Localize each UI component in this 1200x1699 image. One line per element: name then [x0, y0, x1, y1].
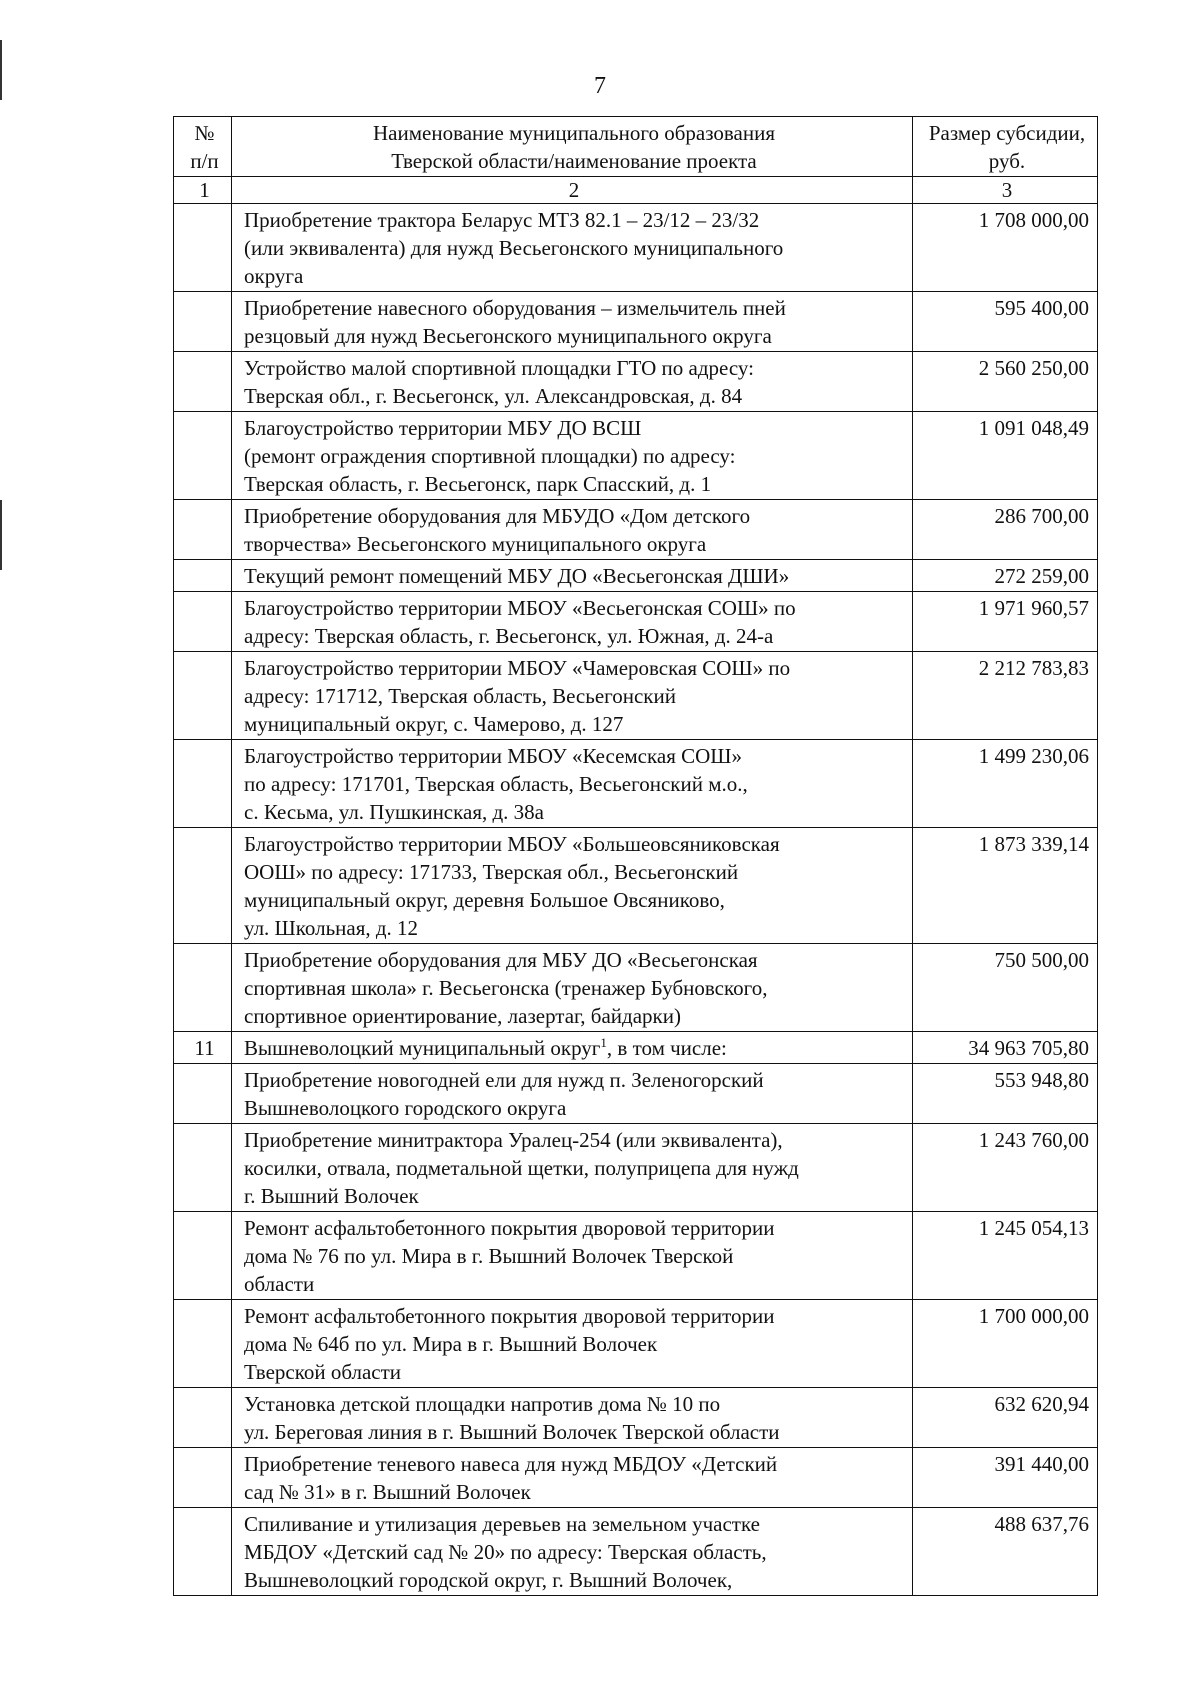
table-row — [174, 592, 1098, 652]
row-amount: 1 499 230,06 — [913, 740, 1098, 828]
row-amount: 2 212 783,83 — [913, 652, 1098, 740]
row-number — [174, 352, 232, 412]
row-number — [174, 500, 232, 560]
row-number — [174, 204, 232, 292]
row-name: Приобретение навесного оборудования – измельчитель пней резцовый для нужд Весьегонского муниципального округа — [232, 292, 913, 352]
row-number — [174, 1064, 232, 1124]
table-row — [174, 1064, 1098, 1124]
row-name: Ремонт асфальтобетонного покрытия дворовой территории дома № 76 по ул. Мира в г. Вышний Волочек Тверской области — [232, 1212, 913, 1300]
row-amount: 632 620,94 — [913, 1388, 1098, 1448]
row-number — [174, 1508, 232, 1596]
row-name: Приобретение оборудования для МБУДО «Дом детского творчества» Весьегонского муниципального округа — [232, 500, 913, 560]
row-name: Ремонт асфальтобетонного покрытия дворовой территории дома № 64б по ул. Мира в г. Вышний Волочек Тверской области — [232, 1300, 913, 1388]
row-number — [174, 292, 232, 352]
table-row — [174, 204, 1098, 292]
table-row — [174, 944, 1098, 1032]
row-name: Устройство малой спортивной площадки ГТО по адресу: Тверская обл., г. Весьегонск, ул. Александровская, д. 84 — [232, 352, 913, 412]
row-amount: 595 400,00 — [913, 292, 1098, 352]
column-index: 1 — [174, 177, 232, 204]
row-name-suffix: , в том числе: — [606, 1036, 727, 1060]
row-name: Приобретение новогодней ели для нужд п. Зеленогорский Вышневолоцкого городского округа — [232, 1064, 913, 1124]
row-number — [174, 560, 232, 592]
row-name: Приобретение минитрактора Уралец-254 (или эквивалента), косилки, отвала, подметальной щетки, полуприцепа для нужд г. Вышний Волочек — [232, 1124, 913, 1212]
row-amount: 1 700 000,00 — [913, 1300, 1098, 1388]
row-amount: 34 963 705,80 — [913, 1032, 1098, 1064]
table-row — [174, 1388, 1098, 1448]
row-name — [232, 1032, 913, 1064]
row-amount: 1 091 048,49 — [913, 412, 1098, 500]
table-row — [174, 292, 1098, 352]
row-amount: 553 948,80 — [913, 1064, 1098, 1124]
table-row — [174, 352, 1098, 412]
table-row — [174, 500, 1098, 560]
row-amount: 391 440,00 — [913, 1448, 1098, 1508]
row-number — [174, 740, 232, 828]
table-row — [174, 1124, 1098, 1212]
header-number: № п/п — [174, 117, 232, 177]
row-amount: 286 700,00 — [913, 500, 1098, 560]
row-number — [174, 1388, 232, 1448]
table-row — [174, 652, 1098, 740]
row-name: Благоустройство территории МБУ ДО ВСШ (ремонт ограждения спортивной площадки) по адресу: Тверская область, г. Весьегонск, парк Спасский, д. 1 — [232, 412, 913, 500]
column-index: 2 — [232, 177, 913, 204]
row-number — [174, 1300, 232, 1388]
column-index-row — [174, 177, 1098, 204]
page-number: 7 — [594, 73, 606, 99]
row-number — [174, 412, 232, 500]
row-number: 11 — [174, 1032, 232, 1064]
row-amount: 272 259,00 — [913, 560, 1098, 592]
row-name: Благоустройство территории МБОУ «Большеовсяниковская ООШ» по адресу: 171733, Тверская обл., Весьегонский муниципальный округ, деревня Большое Овсяниково, ул. Школьная, д. 12 — [232, 828, 913, 944]
row-amount: 488 637,76 — [913, 1508, 1098, 1596]
row-amount: 750 500,00 — [913, 944, 1098, 1032]
row-number — [174, 592, 232, 652]
row-number — [174, 1448, 232, 1508]
row-number — [174, 1124, 232, 1212]
row-number — [174, 828, 232, 944]
subsidy-table — [173, 116, 1098, 1596]
row-name: Приобретение трактора Беларус МТЗ 82.1 – 23/12 – 23/32 (или эквивалента) для нужд Весьегонского муниципального округа — [232, 204, 913, 292]
row-name-text: Вышневолоцкий муниципальный округ — [244, 1036, 601, 1060]
row-amount: 1 873 339,14 — [913, 828, 1098, 944]
row-amount: 2 560 250,00 — [913, 352, 1098, 412]
row-name: Текущий ремонт помещений МБУ ДО «Весьегонская ДШИ» — [232, 560, 913, 592]
table-row — [174, 1448, 1098, 1508]
header-amount: Размер субсидии, руб. — [913, 117, 1098, 177]
table-header-row — [174, 117, 1098, 177]
row-amount: 1 243 760,00 — [913, 1124, 1098, 1212]
row-number — [174, 652, 232, 740]
row-name: Благоустройство территории МБОУ «Чамеровская СОШ» по адресу: 171712, Тверская область, Весьегонский муниципальный округ, с. Чамерово, д. 127 — [232, 652, 913, 740]
table-row — [174, 1032, 1098, 1064]
row-number — [174, 1212, 232, 1300]
row-name: Спиливание и утилизация деревьев на земельном участке МБДОУ «Детский сад № 20» по адресу: Тверская область, Вышневолоцкий городской округ, г. Вышний Волочек, — [232, 1508, 913, 1596]
table-body — [174, 204, 1098, 1596]
row-amount: 1 971 960,57 — [913, 592, 1098, 652]
table-row — [174, 560, 1098, 592]
row-name: Благоустройство территории МБОУ «Кесемская СОШ» по адресу: 171701, Тверская область, Весьегонский м.о., с. Кесьма, ул. Пушкинская, д. 38а — [232, 740, 913, 828]
table-row — [174, 828, 1098, 944]
footnote-mark: 1 — [600, 1035, 607, 1050]
row-name: Приобретение теневого навеса для нужд МБДОУ «Детский сад № 31» в г. Вышний Волочек — [232, 1448, 913, 1508]
table-row — [174, 1508, 1098, 1596]
table-row — [174, 1300, 1098, 1388]
table-row — [174, 1212, 1098, 1300]
table-row — [174, 412, 1098, 500]
header-name: Наименование муниципального образования Тверской области/наименование проекта — [232, 117, 913, 177]
row-number — [174, 944, 232, 1032]
row-amount: 1 708 000,00 — [913, 204, 1098, 292]
row-name: Благоустройство территории МБОУ «Весьегонская СОШ» по адресу: Тверская область, г. Весьегонск, ул. Южная, д. 24-а — [232, 592, 913, 652]
column-index: 3 — [913, 177, 1098, 204]
row-name: Приобретение оборудования для МБУ ДО «Весьегонская спортивная школа» г. Весьегонска (тренажер Бубновского, спортивное ориентирование, лазертаг, байдарки) — [232, 944, 913, 1032]
table-row — [174, 740, 1098, 828]
row-name: Установка детской площадки напротив дома № 10 по ул. Береговая линия в г. Вышний Волочек Тверской области — [232, 1388, 913, 1448]
scan-edge-mark — [0, 500, 2, 570]
row-amount: 1 245 054,13 — [913, 1212, 1098, 1300]
